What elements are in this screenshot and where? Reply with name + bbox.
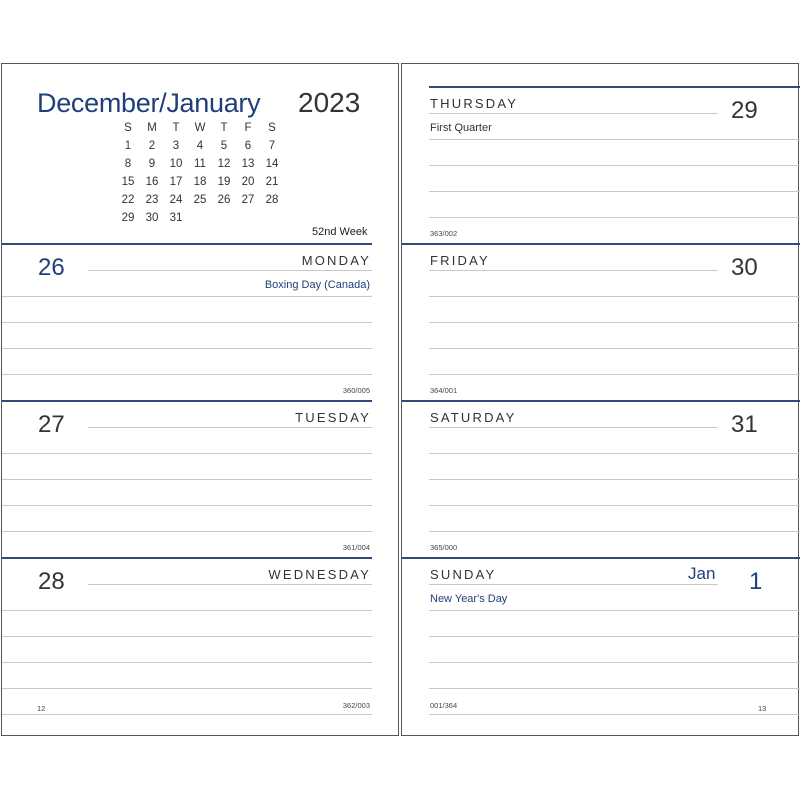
calendar-weekday-header: T <box>172 122 180 134</box>
day-name: MONDAY <box>301 253 371 268</box>
calendar-date: 10 <box>169 158 183 170</box>
calendar-weekday-header: T <box>220 122 228 134</box>
writing-line <box>429 636 800 637</box>
writing-line <box>429 296 800 297</box>
writing-line <box>2 322 372 323</box>
day-of-year-code: 364/001 <box>430 386 458 395</box>
holiday-note: New Year's Day <box>430 593 508 605</box>
calendar-date: 4 <box>196 140 204 152</box>
writing-line <box>429 688 800 689</box>
calendar-date: 17 <box>169 176 183 188</box>
writing-line <box>429 479 800 480</box>
holiday-note: Boxing Day (Canada) <box>264 279 370 291</box>
writing-line <box>2 348 372 349</box>
page-number: 12 <box>37 704 46 713</box>
calendar-date: 15 <box>121 176 135 188</box>
month-tag: Jan <box>688 564 716 583</box>
left-page <box>1 63 399 736</box>
calendar-date: 9 <box>148 158 156 170</box>
calendar-date: 26 <box>217 194 231 206</box>
writing-line <box>2 662 372 663</box>
section-separator <box>429 86 800 88</box>
calendar-date: 1 <box>124 140 132 152</box>
calendar-date: 18 <box>193 176 207 188</box>
calendar-date: 31 <box>169 212 183 224</box>
writing-line <box>429 584 718 585</box>
calendar-weekday-header: W <box>194 122 206 134</box>
day-name: TUESDAY <box>295 410 371 425</box>
writing-line <box>429 427 718 428</box>
writing-line <box>2 610 372 611</box>
calendar-date: 24 <box>169 194 183 206</box>
writing-line <box>429 322 800 323</box>
writing-line <box>2 479 372 480</box>
calendar-date: 22 <box>121 194 135 206</box>
day-name: SUNDAY <box>430 567 497 582</box>
writing-line <box>429 113 718 114</box>
calendar-date: 20 <box>241 176 255 188</box>
calendar-date: 27 <box>241 194 255 206</box>
page-number: 13 <box>758 704 767 713</box>
calendar-date: 3 <box>172 140 180 152</box>
writing-line <box>429 531 800 532</box>
calendar-date: 28 <box>265 194 279 206</box>
day-number: 26 <box>38 254 65 281</box>
calendar-weekday-header: M <box>147 122 157 134</box>
calendar-date: 19 <box>217 176 231 188</box>
day-number: 28 <box>38 568 65 595</box>
moon-phase-note: First Quarter <box>430 122 492 134</box>
writing-line <box>429 270 718 271</box>
section-separator <box>402 557 800 559</box>
right-page <box>401 63 799 736</box>
writing-line <box>2 531 372 532</box>
day-name: WEDNESDAY <box>268 567 371 582</box>
section-separator <box>2 557 372 559</box>
calendar-date: 11 <box>194 158 206 170</box>
writing-line <box>88 427 372 428</box>
writing-line <box>429 610 800 611</box>
writing-line <box>429 191 800 192</box>
calendar-date: 7 <box>268 140 276 152</box>
writing-line <box>429 348 800 349</box>
calendar-weekday-header: S <box>268 122 276 134</box>
section-separator <box>402 400 800 402</box>
day-of-year-code: 001/364 <box>430 701 458 710</box>
day-name: FRIDAY <box>430 253 490 268</box>
day-number: 30 <box>731 254 758 281</box>
calendar-date: 6 <box>244 140 252 152</box>
writing-line <box>2 714 372 715</box>
calendar-date: 2 <box>148 140 156 152</box>
writing-line <box>429 374 800 375</box>
day-of-year-code: 363/002 <box>430 229 458 238</box>
calendar-date: 8 <box>124 158 132 170</box>
writing-line <box>2 636 372 637</box>
calendar-date: 16 <box>145 176 159 188</box>
writing-line <box>429 505 800 506</box>
calendar-date: 5 <box>220 140 228 152</box>
week-label: 52nd Week <box>312 226 368 238</box>
year-label: 2023 <box>298 87 361 118</box>
writing-line <box>429 139 800 140</box>
day-number: 27 <box>38 411 65 438</box>
calendar-date: 23 <box>145 194 159 206</box>
calendar-date: 13 <box>241 158 255 170</box>
writing-line <box>2 296 372 297</box>
writing-line <box>2 453 372 454</box>
writing-line <box>429 217 800 218</box>
writing-line <box>2 374 372 375</box>
mini-calendar <box>116 122 286 232</box>
calendar-weekday-header: S <box>124 122 132 134</box>
writing-line <box>429 662 800 663</box>
calendar-date: 25 <box>193 194 207 206</box>
calendar-date: 14 <box>265 158 279 170</box>
day-number: 31 <box>731 411 758 438</box>
day-of-year-code: 362/003 <box>342 701 370 710</box>
writing-line <box>429 453 800 454</box>
calendar-date: 29 <box>121 212 135 224</box>
calendar-date: 21 <box>265 176 279 188</box>
section-separator <box>2 400 372 402</box>
calendar-date: 30 <box>145 212 159 224</box>
writing-line <box>429 165 800 166</box>
day-of-year-code: 361/004 <box>342 543 370 552</box>
writing-line <box>429 714 800 715</box>
section-separator <box>2 243 372 245</box>
month-title: December/January <box>37 88 261 118</box>
day-name: SATURDAY <box>430 410 517 425</box>
day-of-year-code: 360/005 <box>342 386 370 395</box>
writing-line <box>2 688 372 689</box>
calendar-date: 12 <box>217 158 231 170</box>
section-separator <box>402 243 800 245</box>
writing-line <box>88 584 372 585</box>
day-number: 1 <box>749 568 763 595</box>
day-of-year-code: 365/000 <box>430 543 458 552</box>
writing-line <box>2 505 372 506</box>
day-number: 29 <box>731 97 758 124</box>
calendar-weekday-header: F <box>244 122 252 134</box>
day-name: THURSDAY <box>430 96 519 111</box>
writing-line <box>88 270 372 271</box>
